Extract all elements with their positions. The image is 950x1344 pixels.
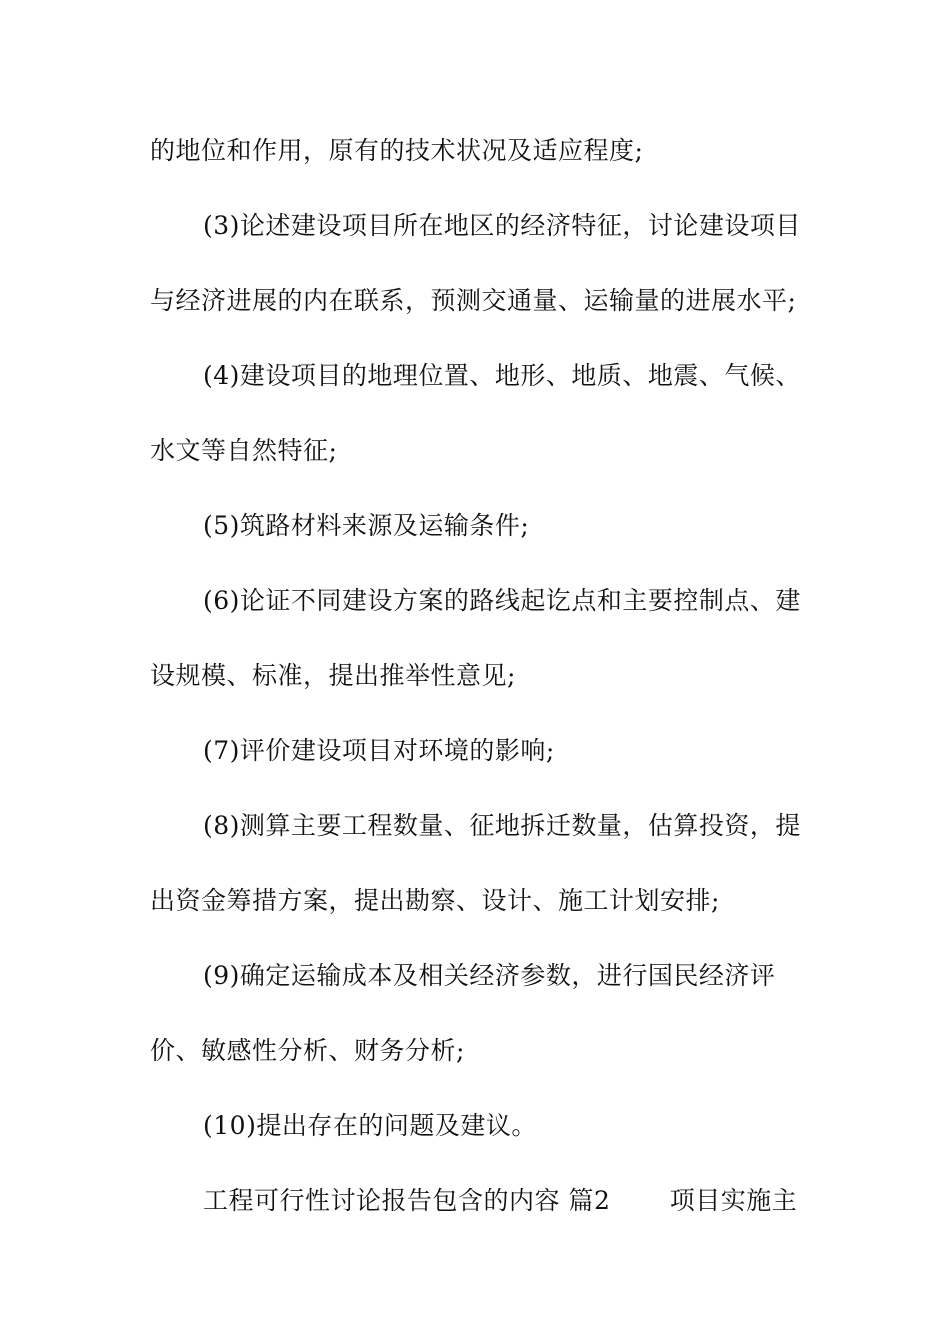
text-line-4: (4)建设项目的地理位置、地形、地质、地震、气候、 — [203, 361, 801, 390]
text-line-1: 的地位和作用，原有的技术状况及适应程度; — [150, 136, 644, 165]
text-line-9: (7)评价建设项目对环境的影响; — [203, 736, 555, 765]
text-line-14: (10)提出存在的问题及建议。 — [203, 1111, 537, 1140]
text-line-3: 与经济进展的内在联系，预测交通量、运输量的进展水平; — [150, 286, 797, 315]
text-line-2: (3)论述建设项目所在地区的经济特征，讨论建设项目 — [203, 211, 801, 240]
text-line-7: (6)论证不同建设方案的路线起讫点和主要控制点、建 — [203, 586, 801, 615]
section-heading-line: 工程可行性讨论报告包含的内容 篇2 项目实施主 — [203, 1186, 798, 1215]
text-line-10: (8)测算主要工程数量、征地拆迁数量，估算投资，提 — [203, 811, 801, 840]
text-line-5: 水文等自然特征; — [150, 436, 338, 465]
text-line-8: 设规模、标准，提出推举性意见; — [150, 661, 516, 690]
text-line-6: (5)筑路材料来源及运输条件; — [203, 511, 530, 540]
text-line-12: (9)确定运输成本及相关经济参数，进行国民经济评 — [203, 961, 776, 990]
text-line-13: 价、敏感性分析、财务分析; — [150, 1036, 465, 1065]
text-line-11: 出资金筹措方案，提出勘察、设计、施工计划安排; — [150, 886, 720, 915]
